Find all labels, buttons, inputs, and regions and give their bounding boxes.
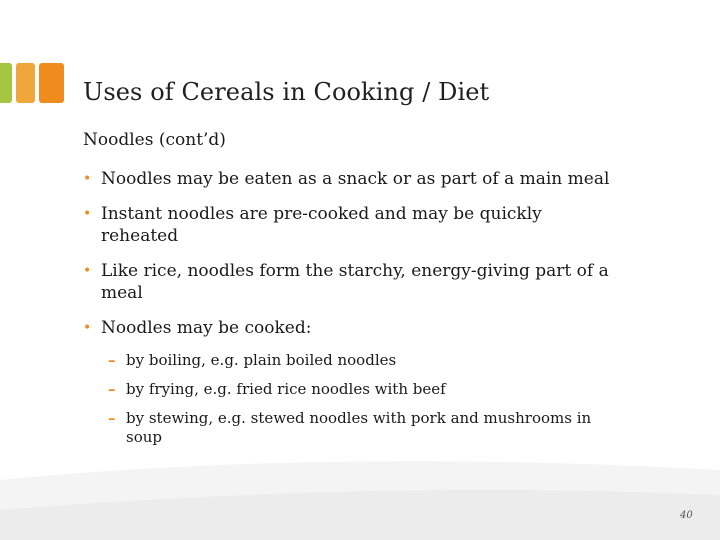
- bullet-text: Noodles may be cooked:: [101, 318, 312, 338]
- green-bar: [0, 63, 12, 103]
- sub-bullet-text: by stewing, e.g. stewed noodles with pork and mushrooms in soup: [126, 409, 592, 446]
- light-orange-bar: [16, 63, 35, 103]
- sub-bullet-item: [108, 351, 628, 370]
- bullet-marker: •: [83, 171, 92, 187]
- bullet-text: Like rice, noodles form the starchy, energy-giving part of a meal: [101, 261, 609, 303]
- sub-bullet-item: [108, 409, 628, 447]
- bullet-item: [83, 260, 683, 304]
- slide-subtitle: Noodles (cont’d): [83, 130, 226, 150]
- bullet-marker: •: [83, 206, 92, 222]
- orange-bar: [39, 63, 64, 103]
- sub-bullet-text: by boiling, e.g. plain boiled noodles: [126, 351, 397, 369]
- sub-bullet-list: [108, 351, 628, 457]
- bullet-marker: •: [83, 320, 92, 336]
- bullet-text: Instant noodles are pre-cooked and may be quickly reheated: [101, 204, 542, 246]
- sub-bullet-marker: –: [108, 380, 116, 398]
- bullet-item: [83, 203, 683, 247]
- sub-bullet-item: [108, 380, 628, 399]
- slide-title: Uses of Cereals in Cooking / Diet: [83, 78, 490, 106]
- logo-bars: [0, 63, 66, 103]
- bullet-text: Noodles may be eaten as a snack or as part of a main meal: [101, 169, 610, 189]
- sub-bullet-text: by frying, e.g. fried rice noodles with beef: [126, 380, 446, 398]
- sub-bullet-marker: –: [108, 409, 116, 427]
- bullet-list: [83, 168, 683, 352]
- page-number: 40: [680, 510, 693, 521]
- bullet-marker: •: [83, 263, 92, 279]
- sub-bullet-marker: –: [108, 351, 116, 369]
- bullet-item: [83, 168, 683, 190]
- bullet-item: [83, 317, 683, 339]
